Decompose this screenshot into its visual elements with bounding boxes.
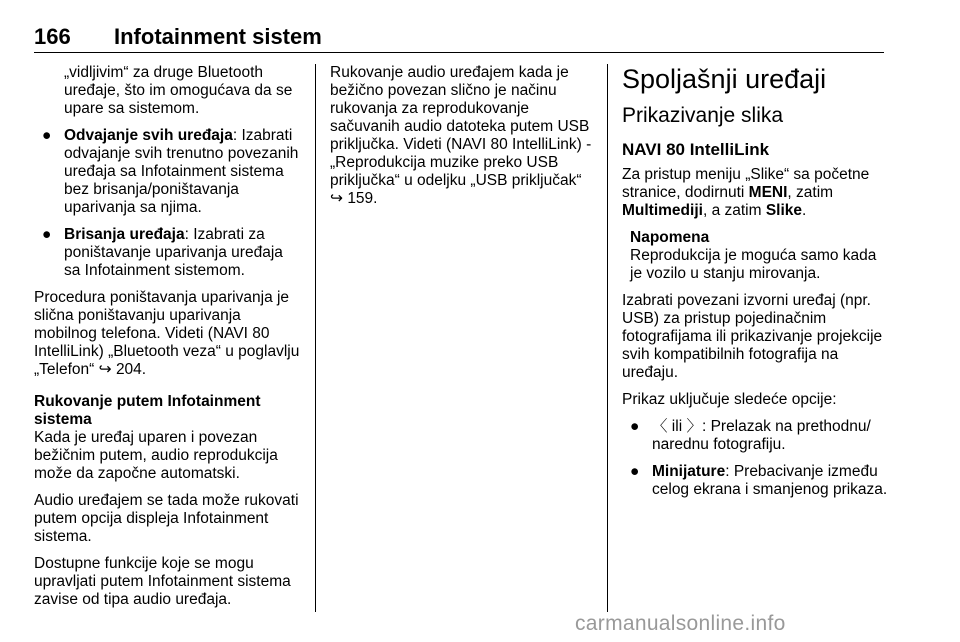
- bullet-icon: ●: [630, 418, 640, 435]
- paragraph: Audio uređajem se tada može rukovati putem opcija displeja Infotainment sistema.: [34, 492, 299, 545]
- model-heading: NAVI 80 IntelliLink: [622, 140, 770, 159]
- continued-text: „vidljivim“ za druge Bluetooth uređaje, što im omogućava da se upare sa sistemom.: [64, 64, 293, 117]
- list-item: [34, 127, 302, 217]
- list-item: [622, 463, 890, 499]
- term: Minijature: [652, 463, 726, 480]
- column-divider: [607, 64, 608, 612]
- page-ref[interactable]: 159.: [347, 190, 378, 207]
- bullet-icon: ●: [42, 127, 52, 144]
- note-box: [630, 229, 890, 283]
- term-description: : Prelazak na prethodnu/ narednu fotografiju.: [652, 418, 871, 453]
- page-header: [34, 22, 884, 53]
- term-description: : Izabrati za poništavanje uparivanja uređaja sa Infotainment sistemom.: [64, 226, 283, 279]
- paragraph: Dostupne funkcije koje se mogu upravljati putem Infotainment sistema zavise od tipa audio uređaja.: [34, 555, 291, 608]
- term-description: : Izabrati odvajanje svih trenutno povezanih uređaja sa Infotainment sistema bez brisanja/poništavanja uparivanja sa njima.: [64, 127, 299, 216]
- column-middle: [330, 64, 596, 217]
- subheading: Rukovanje putem Infotainment sistema: [34, 393, 261, 428]
- page-number: 166: [34, 24, 71, 49]
- paragraph: Izabrati povezani izvorni uređaj (npr. USB) za pristup pojedinačnim fotografijama ili prikazivanje projekcije svih kompatibilnih fotografija na uređaju.: [622, 292, 883, 381]
- term-description: : Prebacivanje između celog ekrana i smanjenog prikaza.: [652, 463, 888, 498]
- page-ref-icon: ↪: [330, 190, 343, 207]
- section-heading: Spoljašnji uređaji: [622, 64, 827, 94]
- bullet-icon: ●: [630, 463, 640, 480]
- paragraph: Kada je uređaj uparen i povezan bežičnim putem, audio reprodukcija može da započne automatski.: [34, 429, 278, 482]
- note-title: Napomena: [630, 229, 710, 246]
- list-item: [622, 418, 890, 454]
- watermark: carmanualsonline.info: [575, 612, 786, 635]
- subsection-heading: Prikazivanje slika: [622, 104, 784, 127]
- bullet-icon: ●: [42, 226, 52, 243]
- paragraph: Rukovanje audio uređajem kada je bežično povezan slično je načinu rukovanja za reprodukovanje sačuvanih audio datoteka putem USB priključka. Videti (NAVI 80 IntelliLink) - „Reprodukcija muzike preko USB priključka“ u odeljku „USB priključak“ ↪ 159.: [330, 64, 592, 207]
- column-right: [622, 64, 890, 508]
- term: Odvajanje svih uređaja: [64, 127, 233, 144]
- column-divider: [315, 64, 316, 612]
- paragraph: Za pristup meniju „Slike“ sa početne stranice, dodirnuti MENI, zatim Multimediji, a zatim Slike.: [622, 166, 870, 219]
- paragraph: Prikaz uključuje sledeće opcije:: [622, 391, 837, 408]
- list-item: [34, 226, 302, 280]
- page-title: Infotainment sistem: [114, 24, 322, 49]
- column-left: [34, 64, 302, 618]
- page-ref[interactable]: 204.: [115, 361, 147, 378]
- paragraph: Procedura poništavanja uparivanja je slična poništavanju uparivanja mobilnog telefona. Videti (NAVI 80 IntelliLink) „Bluetooth veza“ u poglavlju „Telefon“ ↪ 204.: [34, 289, 300, 378]
- note-text: Reprodukcija je moguća samo kada je vozilo u stanju mirovanja.: [630, 247, 877, 282]
- term: Brisanja uređaja: [64, 226, 185, 243]
- chevron-left-right-icon: 〈 ili 〉: [652, 418, 702, 435]
- page-ref-icon: ↪: [98, 361, 112, 378]
